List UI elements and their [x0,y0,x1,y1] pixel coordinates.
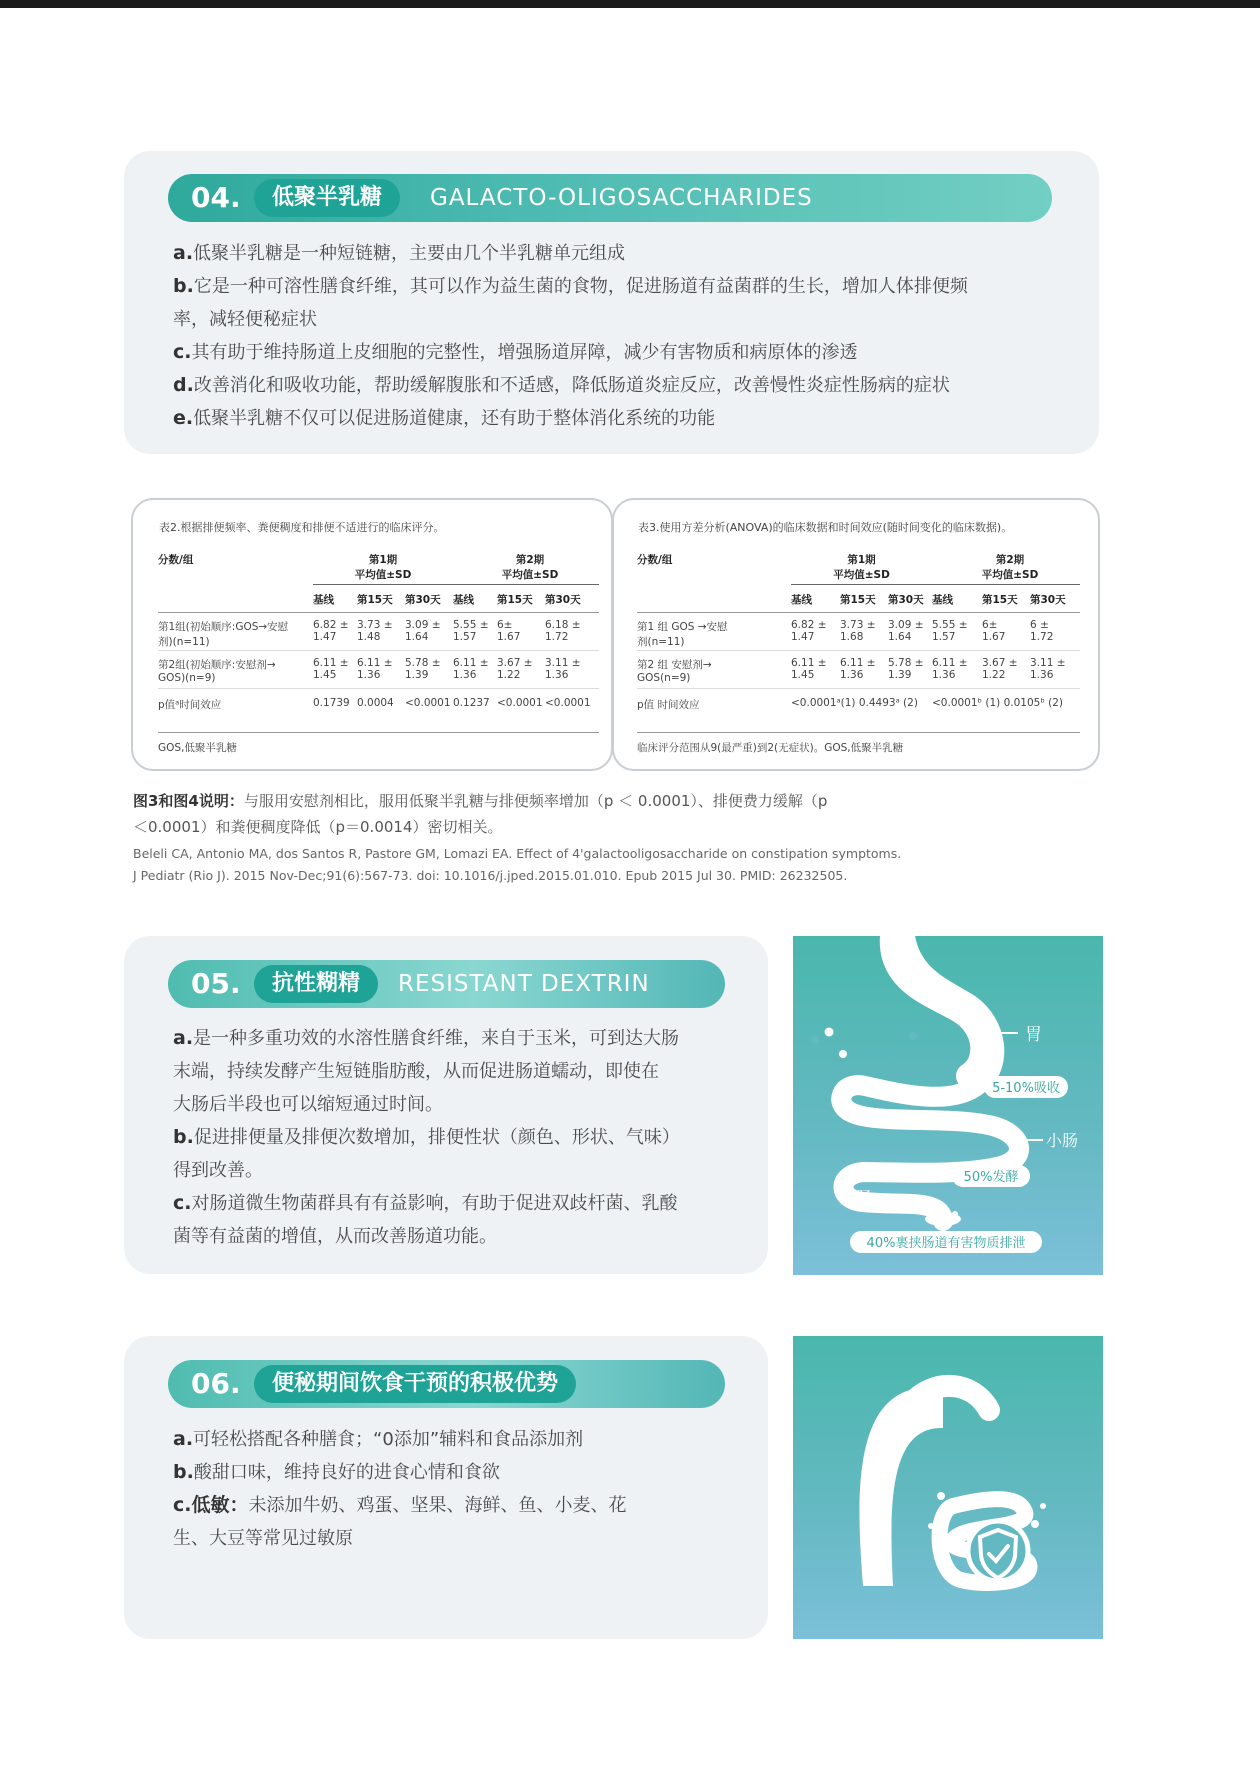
list-text: 末端，持续发酵产生短链脂肪酸，从而促进肠道蠕动，即使在 [173,1061,659,1082]
table-subheader-cell: 第30天 [545,584,599,612]
table-2-p-row [158,688,599,718]
table-subheader-cell: 基线 [791,584,840,612]
table-cell: 0.1237 [453,688,497,718]
cell-mean: 6.18 ± [545,618,581,631]
cell-mean: 5.55 ± [453,618,489,631]
table-cell: <0.0001 [497,688,545,718]
list-text: 促进排便量及排便次数增加，排便性状（颜色、形状、气味） [193,1127,680,1148]
cell-sd: 1.45 [791,668,815,681]
table-subheader-cell: 基线 [932,584,982,612]
section-04-card [124,151,1099,454]
row-label-line: 第1 组 GOS →安慰 [637,620,728,633]
list-text: 其有助于维持肠道上皮细胞的完整性，增强肠道屏障，减少有害物质和病原体的渗透 [191,342,858,363]
row-label-line: 剂)(n=11) [158,635,210,648]
table-3-footer: 临床评分范围从9(最严重)到2(无症状)。GOS,低聚半乳糖 [637,742,904,754]
cell-mean: 3.09 ± [405,618,441,631]
group-header: 分数/组 [158,554,194,566]
digestive-tract-image [793,936,1103,1275]
table-2-body [158,612,599,688]
list-marker: b. [173,1461,194,1483]
list-line [173,1522,733,1555]
table-cell: 0.0004 [357,688,405,718]
table-2 [158,552,599,718]
row-label-line: GOS)(n=9) [158,671,216,684]
list-text: 未添加牛奶、鸡蛋、坚果、海鲜、鱼、小麦、花 [248,1495,627,1516]
cell-sd: 1.36 [1030,668,1054,681]
table-2-footer: GOS,低聚半乳糖 [158,742,237,754]
section-05-english-title: RESISTANT DEXTRIN [398,971,650,997]
table-3-period-row [637,552,1080,584]
table-3-subheader-row [637,584,1080,612]
p-value-label: p值 时间效应 [637,688,791,718]
table-cell [453,650,497,688]
table-2-period-row [158,552,599,584]
cell-mean: 3.11 ± [545,656,581,669]
list-marker: e. [173,407,194,429]
figure-note [133,788,827,840]
cell-mean: 6 ± [1030,618,1049,631]
list-line [173,1220,733,1253]
table-cell [1030,612,1080,650]
cell-sd: 1.68 [840,630,864,643]
table-cell [932,612,982,650]
section-05-title: 抗性糊精 [254,965,378,1003]
cell-sd: 1.64 [888,630,912,643]
list-marker: b. [173,1126,194,1148]
cell-sd: 1.36 [453,668,477,681]
section-04-number: 04. [191,181,241,214]
table-2-box [131,498,613,771]
table-cell: <0.0001 [545,688,599,718]
table-subheader-cell: 第15天 [357,584,405,612]
section-06-list [173,1423,733,1555]
section-05-list [173,1022,733,1253]
table-cell [840,650,888,688]
cell-sd: 1.36 [545,668,569,681]
label-ferment: 50%发酵 [963,1170,1019,1185]
table-cell [313,650,357,688]
table-subheader-cell: 基线 [313,584,357,612]
cell-mean: 6.11 ± [313,656,349,669]
list-line [173,402,1053,435]
table-subheader-cell: 第15天 [982,584,1030,612]
cell-sd: 1.72 [1030,630,1054,643]
cell-sd: 1.57 [453,630,477,643]
cell-sd: 1.39 [405,668,429,681]
cell-mean: 6.11 ± [453,656,489,669]
cell-mean: 3.09 ± [888,618,924,631]
row-label [158,650,313,688]
row-label [637,612,791,650]
section-06-title: 便秘期间饮食干预的积极优势 [254,1365,576,1403]
row-label-line: GOS(n=9) [637,671,691,684]
section-06-header [168,1360,725,1408]
figure-note-line-2: ＜0.0001）和粪便稠度降低（p＝0.0014）密切相关。 [133,818,503,836]
section-06-number: 06. [191,1367,241,1400]
table-cell [545,612,599,650]
period-1-header: 第1期 平均值±SD [791,552,932,584]
cell-mean: 6.11 ± [357,656,393,669]
table-cell [888,612,932,650]
row-label-line: 剂(n=11) [637,635,685,648]
cell-mean: 6± [982,618,998,631]
list-line [173,1055,733,1088]
cell-sd: 1.39 [888,668,912,681]
cell-mean: 3.73 ± [840,618,876,631]
p-value-label: p值ᵃ时间效应 [158,688,313,718]
table-cell [357,612,405,650]
cell-sd: 1.36 [932,668,956,681]
label-small-intestine: 小肠 [1046,1131,1079,1150]
figure-note-label: 图3和图4说明： [133,792,244,810]
table-3-p-row [637,688,1080,718]
table-cell [497,612,545,650]
list-marker: c. [173,1494,192,1516]
section-04-list [173,237,1053,435]
table-cell [405,650,453,688]
cell-sd: 1.67 [497,630,521,643]
table-row [637,612,1080,650]
reference-line-2: J Pediatr (Rio J). 2015 Nov-Dec;91(6):567-73. doi: 10.1016/j.jped.2015.01.010. Epub 2015 Jul 30. PMID: 26232505. [133,868,848,883]
table-subheader-cell: 第15天 [497,584,545,612]
cell-sd: 1.22 [497,668,521,681]
cell-sd: 1.36 [357,668,381,681]
cell-sd: 1.45 [313,668,337,681]
list-marker: a. [173,242,194,264]
cell-sd: 1.48 [357,630,381,643]
cell-sd: 1.64 [405,630,429,643]
cell-mean: 5.55 ± [932,618,968,631]
table-subheader-cell: 第15天 [840,584,888,612]
cell-mean: 6.11 ± [932,656,968,669]
period-2-header: 第2期 平均值±SD [932,552,1080,584]
table-subheader-cell: 第30天 [405,584,453,612]
row-label [637,650,791,688]
list-marker: c. [173,341,192,363]
top-bar [0,0,1260,8]
table-subheader-cell: 第30天 [1030,584,1080,612]
table-cell [497,650,545,688]
cell-mean: 3.67 ± [982,656,1018,669]
period-1-header: 第1期 平均值±SD [313,552,453,584]
table-cell [453,612,497,650]
list-text: 率，减轻便秘症状 [173,309,317,330]
section-05-header [168,960,725,1008]
list-line [173,270,1053,303]
table-3-body [637,612,1080,688]
table-cell [545,650,599,688]
list-marker: a. [173,1428,194,1450]
table-cell: <0.0001ᵇ (1) 0.0105ᵇ (2) [932,688,1080,718]
list-marker: c. [173,1192,192,1214]
digestive-tract-illustration [793,936,1103,1275]
list-text: 酸甜口味，维持良好的进食心情和食欲 [193,1462,500,1483]
table-cell: <0.0001ᵃ(1) 0.4493ᵃ (2) [791,688,932,718]
cell-mean: 6.11 ± [840,656,876,669]
list-text: 低聚半乳糖不仅可以促进肠道健康，还有助于整体消化系统的功能 [193,408,716,429]
cell-sd: 1.67 [982,630,1006,643]
table-2-subheader-row [158,584,599,612]
list-text: 大肠后半段也可以缩短通过时间。 [173,1094,443,1115]
list-text: 对肠道微生物菌群具有有益影响，有助于促进双歧杆菌、乳酸 [191,1193,678,1214]
table-cell: 0.1739 [313,688,357,718]
table-cell [357,650,405,688]
reference-line-1: Beleli CA, Antonio MA, dos Santos R, Pastore GM, Lomazi EA. Effect of 4'galactooligosaccharide on constipation symptoms. [133,846,902,861]
section-04-english-title: GALACTO-OLIGOSACCHARIDES [430,185,813,211]
list-line [173,1121,733,1154]
reference [133,843,901,887]
label-excrete: 40%裹挟肠道有害物质排泄 [866,1236,1026,1251]
list-line [173,1088,733,1121]
table-subheader-cell: 基线 [453,584,497,612]
cell-mean: 6.11 ± [791,656,827,669]
section-06-card [124,1336,768,1639]
row-label-line: 第1组(初始顺序:GOS→安慰 [158,620,289,633]
cell-sd: 1.47 [313,630,337,643]
cell-mean: 5.78 ± [405,656,441,669]
list-line [173,1423,733,1456]
list-text: 它是一种可溶性膳食纤维，其可以作为益生菌的食物，促进肠道有益菌群的生长，增加人体排便频 [193,276,968,297]
cell-mean: 6.82 ± [313,618,349,631]
list-line [173,1456,733,1489]
cell-mean: 6.82 ± [791,618,827,631]
list-marker: d. [173,374,194,396]
table-cell [840,612,888,650]
list-line [173,1022,733,1055]
cell-sd: 1.47 [791,630,815,643]
section-04-header [168,174,1052,222]
group-header: 分数/组 [637,554,673,566]
list-text: 是一种多重功效的水溶性膳食纤维，来自于玉米，可到达大肠 [193,1028,680,1049]
cell-sd: 1.22 [982,668,1006,681]
label-large-intestine: 大肠 [840,1188,873,1207]
cell-mean: 3.67 ± [497,656,533,669]
table-cell [1030,650,1080,688]
section-05-card [124,936,768,1274]
label-absorb: 5-10%吸收 [992,1081,1060,1096]
table-subheader-cell: 第30天 [888,584,932,612]
table-row [637,650,1080,688]
table-3-box [612,498,1100,771]
cell-mean: 6± [497,618,513,631]
table-cell [982,650,1030,688]
row-label [158,612,313,650]
table-cell [888,650,932,688]
cell-mean: 3.73 ± [357,618,393,631]
list-marker: a. [173,1027,194,1049]
list-lead: 低敏： [191,1494,249,1516]
gut-shield-image [793,1336,1103,1639]
list-text: 生、大豆等常见过敏原 [173,1528,353,1549]
list-line [173,369,1053,402]
list-text: 菌等有益菌的增值，从而改善肠道功能。 [173,1226,497,1247]
table-cell [313,612,357,650]
row-label-line: 第2组(初始顺序:安慰剂→ [158,658,276,671]
section-05-number: 05. [191,967,241,1000]
list-marker: b. [173,275,194,297]
table-cell [791,650,840,688]
list-text: 低聚半乳糖是一种短链糖，主要由几个半乳糖单元组成 [193,243,626,264]
table-row [158,612,599,650]
figure-note-line-1: 与服用安慰剂相比，服用低聚半乳糖与排便频率增加（p ＜ 0.0001）、排便费力缓解（p [243,792,828,810]
section-04-title: 低聚半乳糖 [254,179,400,217]
table-cell [932,650,982,688]
table-cell: <0.0001 [405,688,453,718]
table-3 [637,552,1080,718]
cell-sd: 1.72 [545,630,569,643]
list-text: 得到改善。 [173,1160,263,1181]
table-2-caption: 表2.根据排便频率、粪便稠度和排便不适进行的临床评分。 [159,521,445,534]
table-3-caption: 表3.使用方差分析(ANOVA)的临床数据和时间效应(随时间变化的临床数据)。 [638,521,1013,534]
list-line [173,1154,733,1187]
table-cell [791,612,840,650]
period-2-header: 第2期 平均值±SD [453,552,599,584]
table-cell [982,612,1030,650]
cell-mean: 5.78 ± [888,656,924,669]
list-line [173,336,1053,369]
table-row [158,650,599,688]
list-text: 可轻松搭配各种膳食；“0添加”辅料和食品添加剂 [193,1429,584,1450]
gut-health-illustration [793,1336,1103,1639]
list-line [173,237,1053,270]
cell-sd: 1.57 [932,630,956,643]
list-text: 改善消化和吸收功能，帮助缓解腹胀和不适感，降低肠道炎症反应，改善慢性炎症性肠病的症状 [193,375,950,396]
list-line [173,1187,733,1220]
list-line [173,303,1053,336]
cell-sd: 1.36 [840,668,864,681]
cell-mean: 3.11 ± [1030,656,1066,669]
label-stomach: 胃 [1025,1025,1042,1045]
row-label-line: 第2 组 安慰剂→ [637,658,712,671]
list-line [173,1489,733,1522]
table-cell [405,612,453,650]
